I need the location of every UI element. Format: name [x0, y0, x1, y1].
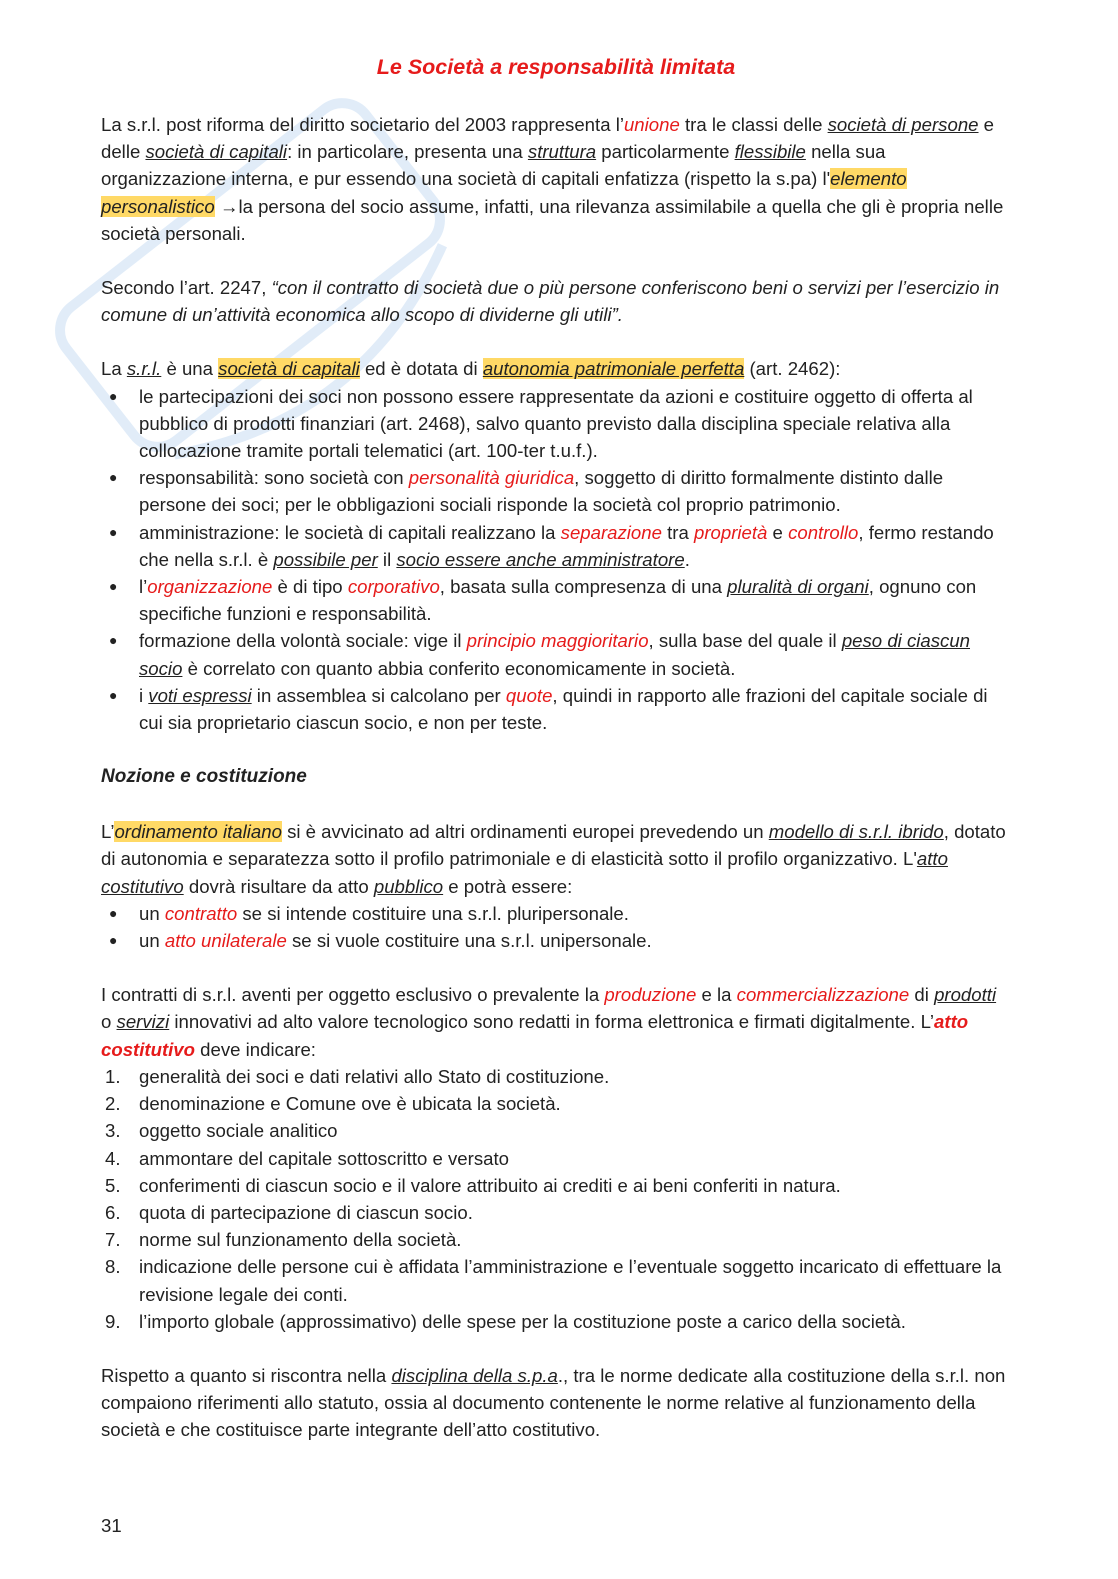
list-item: 1. generalità dei soci e dati relativi allo Stato di costituzione.	[105, 1065, 610, 1087]
list-item: 3. oggetto sociale analitico	[105, 1120, 338, 1142]
list-item: ● un contratto se si intende costituire una s.r.l. pluripersonale.	[101, 900, 1011, 927]
paragraph-intro: La s.r.l. post riforma del diritto societario del 2003 rappresenta l’unione tra le classi delle società di persone e delle società di capitali: in particolare, presenta una struttura particolarmente flessibile nella sua organizzazione interna, e pur essendo una società di capitali enfatizza (rispetto la s.pa) l'elemento personalistico →la persona del socio assume, infatti, una rilevanza assimilabile a quella che gli è propria nelle società personali.	[101, 114, 1004, 244]
quote-art-2247: “con il contratto di società due o più persone conferiscono beni o servizi per l’esercizio in comune di un’attività economica allo scopo di dividerne gli utili”.	[101, 277, 1000, 326]
list-item: ● un atto unilaterale se si vuole costituire una s.r.l. unipersonale.	[101, 927, 1011, 954]
bullet-icon: ●	[109, 387, 118, 404]
paragraph-contratti: I contratti di s.r.l. aventi per oggetto esclusivo o prevalente la produzione e la commercializzazione di prodotti o servizi innovativi ad alto valore tecnologico sono redatti in forma elettronica e firmati digitalmente. L’atto costitutivo deve indicare:	[101, 984, 997, 1060]
page-number: 31	[101, 1515, 122, 1536]
bullet-icon: ●	[109, 523, 118, 540]
term-societa-di-capitali: società di capitali	[145, 141, 288, 163]
numbered-list	[101, 1063, 1011, 1335]
term-flessibile: flessibile	[734, 141, 806, 163]
list-item: 7. norme sul funzionamento della società.	[105, 1229, 462, 1251]
list-item: ● le partecipazioni dei soci non possono essere rappresentate da azioni e costituire oggetto di offerta al pubblico di prodotti finanziari (art. 2468), salvo quanto previsto dalla disciplina speciale relativa alla collocazione tramite portali telematici (art. 100-ter t.u.f.).	[101, 383, 1011, 465]
list-item: ● i voti espressi in assemblea si calcolano per quote, quindi in rapporto alle frazioni del capitale sociale di cui sia proprietario ciascun socio, e non per teste.	[101, 682, 1011, 736]
list-item: 9. l’importo globale (approssimativo) delle spese per la costituzione poste a carico della società.	[105, 1310, 906, 1332]
bullet-icon: ●	[109, 686, 118, 703]
paragraph-srl-definition: La s.r.l. è una società di capitali ed è dotata di autonomia patrimoniale perfetta (art. 2462):	[101, 358, 841, 380]
term-struttura: struttura	[527, 141, 597, 163]
paragraph-art-2247: Secondo l’art. 2247, “con il contratto di società due o più persone conferiscono beni o servizi per l’esercizio in comune di un’attività economica allo scopo di dividerne gli utili”.	[101, 277, 1000, 326]
highlight-ordinamento-italiano: ordinamento italiano	[114, 821, 282, 843]
list-item: 4. ammontare del capitale sottoscritto e versato	[105, 1147, 509, 1169]
term-srl: s.r.l.	[126, 358, 162, 380]
list-item: ● responsabilità: sono società con personalità giuridica, soggetto di diritto formalmente distinto dalle persone dei soci; per le obbligazioni sociali risponde la società col proprio patrimonio.	[101, 464, 1011, 518]
term-societa-di-persone: società di persone	[827, 114, 979, 135]
bullet-icon: ●	[109, 632, 118, 649]
list-item: 6. quota di partecipazione di ciascun socio.	[105, 1201, 473, 1223]
highlight-societa-di-capitali: società di capitali	[218, 358, 360, 380]
bullet-list-features	[101, 383, 1011, 737]
list-item: 5. conferimenti di ciascun socio e il valore attribuito ai crediti e ai beni conferiti in natura.	[105, 1174, 841, 1196]
section-heading: Nozione e costituzione	[101, 766, 307, 788]
bullet-icon: ●	[109, 904, 118, 921]
paragraph-statuto: Rispetto a quanto si riscontra nella disciplina della s.p.a., tra le norme dedicate alla costituzione della s.r.l. non compaiono riferimenti allo statuto, ossia al documento contenente le norme relative al funzionamento della società e che costituisce parte integrante dell’atto costitutivo.	[101, 1364, 1006, 1441]
list-item: 8. indicazione delle persone cui è affidata l’amministrazione e l’eventuale soggetto incaricato di effettuare la revisione legale dei conti.	[105, 1256, 1002, 1305]
paragraph-nozione: L’ordinamento italiano si è avvicinato ad altri ordinamenti europei prevedendo un modello di s.r.l. ibrido, dotato di autonomia e separatezza sotto il profilo patrimoniale e di elasticità sotto il profilo organizzativo. L'atto costitutivo dovrà risultare da atto pubblico e potrà essere:	[101, 821, 1006, 897]
bullet-icon: ●	[109, 932, 118, 949]
list-item: ● formazione della volontà sociale: vige il principio maggioritario, sulla base del quale il peso di ciascun socio è correlato con quanto abbia conferito economicamente in società.	[101, 627, 1011, 681]
bullet-icon: ●	[109, 469, 118, 486]
term-unione: unione	[623, 114, 680, 135]
highlight-autonomia-patrimoniale: autonomia patrimoniale perfetta	[482, 358, 745, 380]
list-item: ● amministrazione: le società di capitali realizzano la separazione tra proprietà e controllo, fermo restando che nella s.r.l. è possibile per il socio essere anche amministratore.	[101, 519, 1011, 573]
document-content	[101, 52, 1011, 1444]
highlight-elemento-personalistico: elemento personalistico	[101, 168, 907, 217]
page-title: Le Società a responsabilità limitata	[376, 55, 736, 79]
list-item: 2. denominazione e Comune ove è ubicata la società.	[105, 1093, 561, 1115]
bullet-list-forms	[101, 900, 1011, 954]
bullet-icon: ●	[109, 578, 118, 595]
list-item: ● l’organizzazione è di tipo corporativo, basata sulla compresenza di una pluralità di organi, ognuno con specifiche funzioni e responsabilità.	[101, 573, 1011, 627]
